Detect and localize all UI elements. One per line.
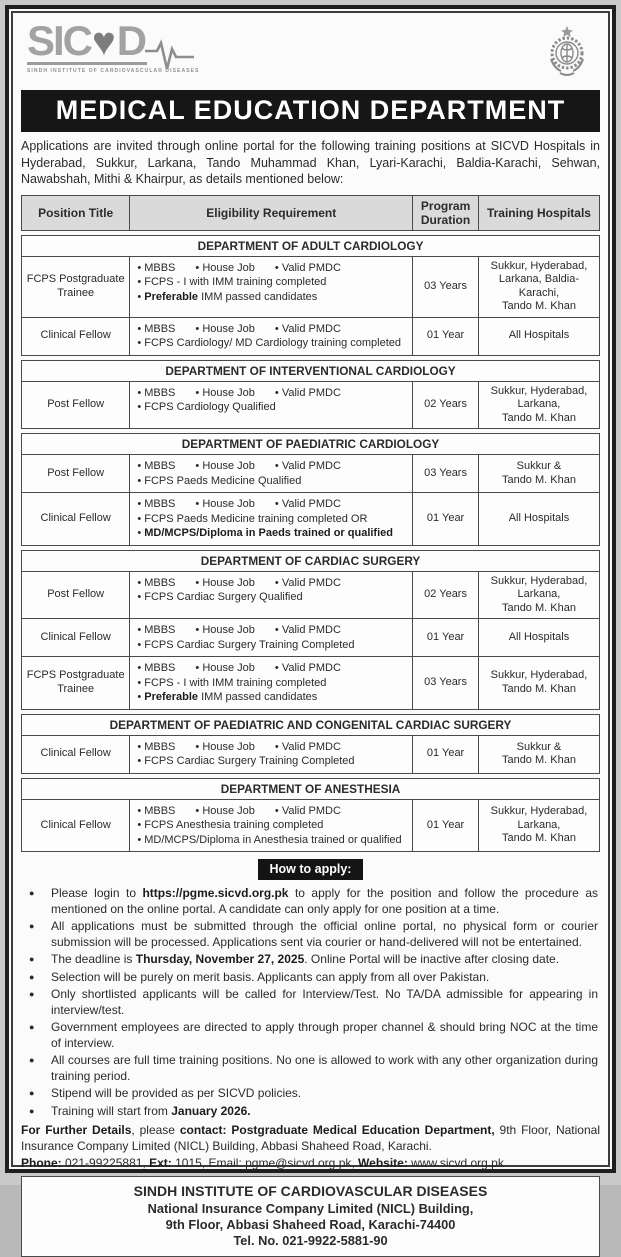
- eligibility-cell: [129, 657, 413, 709]
- training-hospitals-cell: [479, 318, 599, 355]
- hospital-line: Tando M. Khan: [501, 473, 576, 486]
- how-to-apply-bullet: [29, 1020, 598, 1051]
- position-title-cell: Post Fellow: [47, 588, 105, 600]
- how-to-apply-list: [21, 886, 600, 1119]
- eligibility-line: • MD/MCPS/Diploma in Paeds trained or qualified: [137, 527, 393, 539]
- hospital-line: Sukkur, Hyderabad,: [490, 805, 588, 817]
- eligibility-line: • Preferable IMM passed candidates: [137, 290, 318, 303]
- department-header: DEPARTMENT OF CARDIAC SURGERY: [22, 551, 599, 571]
- bullet-dot: ●: [29, 971, 35, 982]
- eligibility-line: [137, 740, 408, 755]
- table-row: [22, 492, 599, 545]
- bullet-dot: ●: [29, 1088, 35, 1098]
- hospital-line: Larkana, Baldia-Karachi,: [498, 273, 580, 299]
- table-row: [22, 735, 599, 773]
- department-section: [21, 235, 600, 356]
- eligibility-item: • Valid PMDC: [274, 261, 341, 274]
- how-to-apply-bullet: [29, 886, 598, 917]
- hospital-line: Sukkur &: [516, 740, 562, 753]
- program-duration-cell: 02 Years: [413, 572, 479, 619]
- eligibility-cell: [129, 800, 413, 852]
- eligibility-line: [137, 322, 408, 337]
- program-duration-cell: 01 Year: [413, 493, 479, 545]
- hospital-line: Larkana,: [517, 588, 561, 600]
- training-hospitals-cell: [479, 455, 599, 492]
- training-hospitals-cell: [479, 493, 599, 545]
- organization-telephone: Tel. No. 021-9922-5881-90: [233, 1233, 388, 1248]
- column-header-hospitals: Training Hospitals: [486, 205, 591, 220]
- eligibility-line: • Preferable IMM passed candidates: [137, 691, 318, 703]
- eligibility-item: • House Job: [195, 460, 255, 472]
- position-title-cell: Post Fellow: [47, 398, 105, 410]
- eligibility-item: • House Job: [195, 662, 255, 674]
- hospital-line: Sukkur &: [516, 460, 562, 472]
- eligibility-cell: [129, 619, 413, 656]
- bullet-dot: ●: [29, 954, 35, 964]
- training-hospitals-cell: [479, 657, 599, 709]
- how-to-apply-wrap: [21, 859, 600, 880]
- eligibility-item: • Valid PMDC: [274, 498, 341, 510]
- department-header: DEPARTMENT OF ADULT CARDIOLOGY: [22, 236, 599, 256]
- eligibility-item: • House Job: [195, 576, 255, 589]
- eligibility-line: • MD/MCPS/Diploma in Anesthesia trained or qualified: [137, 833, 402, 846]
- eligibility-item: • Valid PMDC: [274, 662, 341, 674]
- eligibility-line: • FCPS - I with IMM training completed: [137, 276, 327, 288]
- bullet-text: Government employees are directed to apply through proper channel & should bring NOC at the time of interview.: [51, 1020, 598, 1050]
- bullet-text: Training will start from January 2026.: [51, 1103, 251, 1118]
- training-hospitals-cell: [479, 257, 599, 317]
- table-row: [22, 618, 599, 656]
- hospital-line: Larkana,: [517, 818, 561, 831]
- eligibility-line: [137, 623, 408, 638]
- eligibility-item: • Valid PMDC: [274, 624, 341, 636]
- banner-title: MEDICAL EDUCATION DEPARTMENT: [21, 90, 600, 132]
- hospital-line: Larkana,: [517, 398, 561, 410]
- bullet-dot: ●: [29, 1105, 35, 1116]
- organization-name: SINDH INSTITUTE OF CARDIOVASCULAR DISEASES: [133, 1183, 488, 1199]
- department-header: DEPARTMENT OF ANESTHESIA: [22, 779, 599, 799]
- table-row: [22, 656, 599, 709]
- how-to-apply-bullet: [29, 987, 598, 1018]
- phone-line: Phone: 021-99225881, Ext: 1015, Email: pgme@sicvd.org.pk, Website: www.sicvd.org.pk: [21, 1156, 504, 1170]
- eligibility-line: • FCPS Cardiology Qualified: [137, 401, 276, 413]
- organization-footer-box: [21, 1176, 600, 1257]
- position-title-cell: Post Fellow: [47, 466, 105, 479]
- bullet-text: All applications must be submitted through the official online portal, no physical form or courier submission will be processed. Applications sent via courier or hand-delivered will not be entertained.: [51, 919, 598, 949]
- position-title-cell: Clinical Fellow: [40, 818, 111, 831]
- eligibility-item: • Valid PMDC: [274, 386, 341, 399]
- department-header: DEPARTMENT OF PAEDIATRIC AND CONGENITAL CARDIAC SURGERY: [22, 715, 599, 735]
- how-to-apply-bullet: [29, 970, 598, 986]
- eligibility-item: • Valid PMDC: [274, 576, 341, 589]
- program-duration-cell: 02 Years: [413, 382, 479, 429]
- bullet-dot: ●: [29, 921, 35, 931]
- table-row: [22, 317, 599, 355]
- department-header: DEPARTMENT OF PAEDIATRIC CARDIOLOGY: [22, 434, 599, 454]
- eligibility-item: • MBBS: [137, 498, 176, 510]
- sicvd-logo: [27, 17, 200, 74]
- eligibility-item: • House Job: [195, 740, 255, 753]
- department-section: [21, 550, 600, 710]
- hospital-line: Tando M. Khan: [501, 832, 576, 844]
- organization-building: National Insurance Company Limited (NICL) Building,: [147, 1201, 474, 1216]
- table-header-row: [21, 195, 600, 231]
- eligibility-item: • House Job: [195, 322, 255, 335]
- column-header-eligibility: Eligibility Requirement: [129, 196, 413, 230]
- department-section: [21, 714, 600, 774]
- hospital-line: All Hospitals: [508, 512, 570, 524]
- training-hospitals-cell: [479, 619, 599, 656]
- how-to-apply-bullet: [29, 1086, 598, 1102]
- eligibility-cell: [129, 493, 413, 545]
- eligibility-item: • MBBS: [137, 624, 176, 636]
- position-title-cell: Clinical Fellow: [40, 747, 111, 760]
- hospital-line: Tando M. Khan: [501, 754, 576, 766]
- program-duration-cell: 03 Years: [413, 257, 479, 317]
- eligibility-item: • MBBS: [137, 386, 176, 399]
- eligibility-cell: [129, 455, 413, 492]
- eligibility-item: • Valid PMDC: [274, 460, 341, 472]
- hospital-line: Tando M. Khan: [501, 682, 576, 695]
- eligibility-line: [137, 804, 408, 819]
- department-sections: [21, 235, 600, 853]
- hospital-line: Sukkur, Hyderabad,: [490, 669, 588, 682]
- eligibility-item: • MBBS: [137, 740, 176, 753]
- position-title-cell: Clinical Fellow: [40, 630, 111, 643]
- contact-paragraph: For Further Details, please contact: Postgraduate Medical Education Department, 9th Floor, National Insurance Company Limited (NICL) Building, Abbasi Shaheed Road, Karachi.: [21, 1123, 600, 1153]
- department-section: [21, 360, 600, 430]
- program-duration-cell: 01 Year: [413, 619, 479, 656]
- bullet-text: Stipend will be provided as per SICVD policies.: [51, 1086, 302, 1100]
- advertisement-frame: [5, 5, 616, 1248]
- eligibility-line: • FCPS Cardiac Surgery Training Completed: [137, 755, 355, 767]
- training-hospitals-cell: [479, 800, 599, 852]
- eligibility-cell: [129, 318, 413, 355]
- eligibility-line: • FCPS Paeds Medicine Qualified: [137, 474, 302, 487]
- program-duration-cell: 01 Year: [413, 800, 479, 852]
- advertisement-inner: [11, 11, 610, 1248]
- hospital-line: All Hospitals: [508, 329, 570, 342]
- department-header: DEPARTMENT OF INTERVENTIONAL CARDIOLOGY: [22, 361, 599, 381]
- eligibility-cell: [129, 736, 413, 773]
- logo-tagline: SINDH INSTITUTE OF CARDIOVASCULAR DISEASES: [27, 68, 200, 74]
- how-to-apply-bullet: [29, 1104, 598, 1120]
- position-title-cell: Clinical Fellow: [40, 512, 111, 524]
- bullet-dot: ●: [29, 1055, 35, 1065]
- eligibility-item: • House Job: [195, 261, 255, 274]
- eligibility-line: • FCPS - I with IMM training completed: [137, 676, 327, 689]
- eligibility-line: • FCPS Cardiology/ MD Cardiology training completed: [137, 337, 402, 349]
- position-title-cell: Clinical Fellow: [40, 329, 111, 342]
- masthead: [21, 17, 600, 88]
- eligibility-line: [137, 576, 408, 591]
- table-row: [22, 256, 599, 317]
- hospital-line: All Hospitals: [508, 630, 570, 643]
- bullet-text: Please login to https://pgme.sicvd.org.pk to apply for the position and follow the procedure as mentioned on the online portal. A candidate can only apply for one position at a time.: [51, 886, 598, 916]
- eligibility-item: • Valid PMDC: [274, 804, 341, 817]
- table-row: [22, 799, 599, 852]
- bullet-dot: ●: [29, 1022, 35, 1032]
- eligibility-item: • House Job: [195, 804, 255, 817]
- eligibility-item: • MBBS: [137, 662, 176, 674]
- eligibility-item: • MBBS: [137, 322, 176, 335]
- organization-address: 9th Floor, Abbasi Shaheed Road, Karachi-74400: [165, 1217, 456, 1232]
- bullet-dot: ●: [29, 888, 35, 898]
- eligibility-item: • Valid PMDC: [274, 322, 341, 335]
- bullet-text: All courses are full time training positions. No one is allowed to work with any other organization during training period.: [51, 1053, 598, 1083]
- eligibility-line: • FCPS Cardiac Surgery Training Completed: [137, 638, 355, 651]
- program-duration-cell: 03 Years: [413, 455, 479, 492]
- eligibility-cell: [129, 257, 413, 317]
- eligibility-line: [137, 497, 408, 512]
- heart-icon: ♥: [92, 20, 116, 64]
- eligibility-line: • FCPS Cardiac Surgery Qualified: [137, 591, 303, 603]
- eligibility-item: • MBBS: [137, 261, 176, 274]
- hospital-line: Sukkur, Hyderabad,: [490, 574, 588, 587]
- table-row: [22, 571, 599, 619]
- bullet-text: The deadline is Thursday, November 27, 2025. Online Portal will be inactive after closing date.: [51, 952, 560, 966]
- column-header-position: Position Title: [38, 205, 114, 220]
- eligibility-line: [137, 459, 408, 474]
- hospital-line: Tando M. Khan: [501, 411, 576, 424]
- eligibility-line: [137, 261, 408, 276]
- department-section: [21, 778, 600, 853]
- position-title-cell: FCPS Postgraduate Trainee: [26, 273, 125, 299]
- bullet-dot: ●: [29, 989, 35, 999]
- hospital-line: Tando M. Khan: [501, 601, 576, 614]
- eligibility-item: • House Job: [195, 624, 255, 636]
- training-hospitals-cell: [479, 736, 599, 773]
- intro-paragraph: Applications are invited through online portal for the following training positions at SICVD Hospitals in Hyderabad, Sukkur, Larkana, Tando Muhammad Khan, Lyari-Karachi, Baldia-Karachi, Sehwan, Nawabshah, Mithi & Khairpur, as details mentioned below:: [21, 139, 600, 186]
- program-duration-cell: 03 Years: [413, 657, 479, 709]
- logo-text-d: D: [116, 17, 146, 64]
- eligibility-item: • MBBS: [137, 576, 176, 589]
- column-header-duration: Program Duration: [413, 196, 479, 230]
- bullet-text: Only shortlisted applicants will be called for Interview/Test. No TA/DA admissible for appearing in interview/test.: [51, 987, 598, 1017]
- position-title-cell: FCPS Postgraduate Trainee: [26, 669, 125, 695]
- table-row: [22, 454, 599, 492]
- how-to-apply-bullet: [29, 919, 598, 950]
- program-duration-cell: 01 Year: [413, 736, 479, 773]
- eligibility-line: [137, 386, 408, 401]
- eligibility-line: [137, 661, 408, 676]
- hospital-line: Sukkur, Hyderabad,: [490, 384, 588, 397]
- sindh-government-emblem-icon: [544, 25, 590, 84]
- how-to-apply-bullet: [29, 952, 598, 968]
- eligibility-line: • FCPS Anesthesia training completed: [137, 819, 324, 831]
- program-duration-cell: 01 Year: [413, 318, 479, 355]
- table-row: [22, 381, 599, 429]
- hospital-line: Tando M. Khan: [501, 300, 576, 312]
- eligibility-item: • House Job: [195, 498, 255, 510]
- eligibility-cell: [129, 382, 413, 429]
- eligibility-line: • FCPS Paeds Medicine training completed OR: [137, 512, 368, 525]
- department-section: [21, 433, 600, 546]
- eligibility-item: • MBBS: [137, 804, 176, 817]
- eligibility-cell: [129, 572, 413, 619]
- how-to-apply-bullet: [29, 1053, 598, 1084]
- training-hospitals-cell: [479, 572, 599, 619]
- how-to-apply-label: How to apply:: [258, 859, 364, 880]
- training-hospitals-cell: [479, 382, 599, 429]
- eligibility-item: • House Job: [195, 386, 255, 399]
- bullet-text: Selection will be purely on merit basis. Applicants can apply from all over Pakistan.: [51, 969, 490, 984]
- hospital-line: Sukkur, Hyderabad,: [490, 259, 588, 272]
- logo-text-sic: SIC: [27, 17, 92, 64]
- eligibility-item: • MBBS: [137, 460, 176, 472]
- eligibility-item: • Valid PMDC: [274, 740, 341, 753]
